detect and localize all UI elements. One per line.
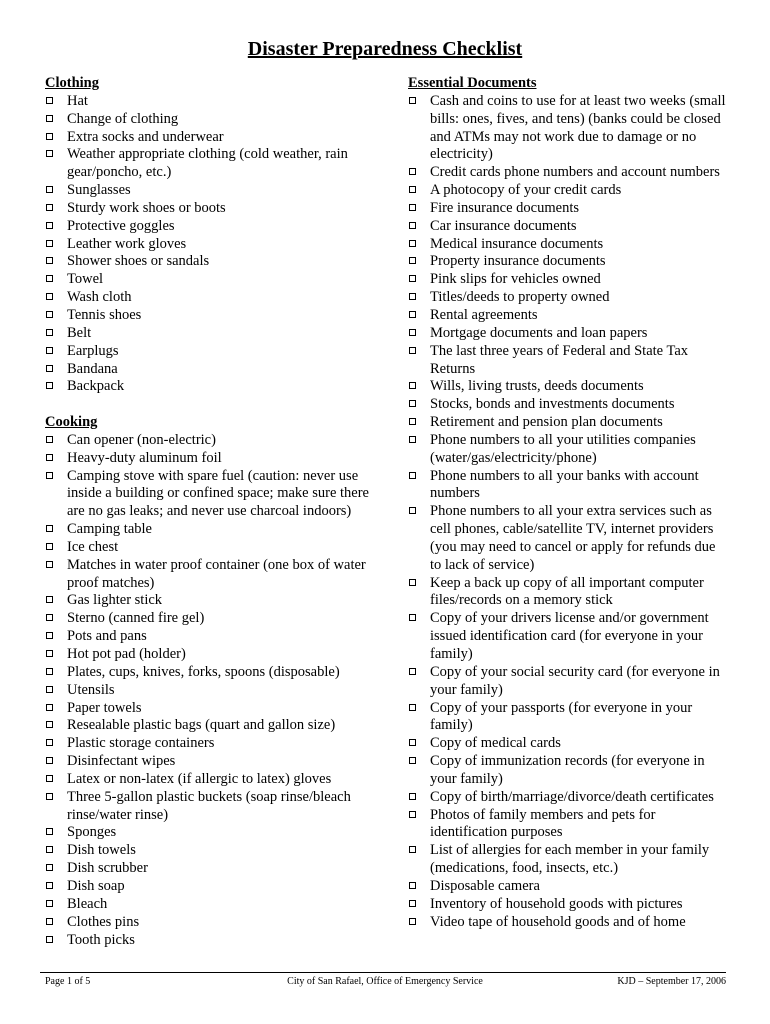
checklist-item xyxy=(45,378,385,396)
checklist-item-label: List of allergies for each member in your family (medications, food, insects, etc.) xyxy=(430,842,710,877)
clothing-checklist xyxy=(45,93,385,396)
checklist-item-label: Plates, cups, knives, forks, spoons (disposable) xyxy=(67,663,340,680)
checklist-item xyxy=(45,664,385,682)
checklist-item-label: Dish soap xyxy=(67,877,125,894)
checkbox-icon[interactable] xyxy=(409,222,416,229)
checklist-item-label: Stocks, bonds and investments documents xyxy=(430,396,675,413)
checklist-item xyxy=(408,396,726,414)
checkbox-icon[interactable] xyxy=(409,668,416,675)
checklist-item-label: Shower shoes or sandals xyxy=(67,253,210,270)
checklist-item xyxy=(45,717,385,735)
checklist-item xyxy=(45,789,385,825)
checkbox-icon[interactable] xyxy=(46,186,53,193)
footer-divider xyxy=(40,972,726,973)
checkbox-icon[interactable] xyxy=(46,97,53,104)
checklist-item-label: Towel xyxy=(67,271,104,288)
checklist-item xyxy=(45,450,385,468)
checklist-item-label: Bleach xyxy=(67,895,108,912)
checklist-item-label: Sturdy work shoes or boots xyxy=(67,199,226,216)
checklist-item-label: Clothes pins xyxy=(67,913,140,930)
checklist-item xyxy=(45,896,385,914)
checklist-item-label: Copy of medical cards xyxy=(430,735,561,752)
checklist-item xyxy=(45,129,385,147)
checklist-item xyxy=(45,343,385,361)
checkbox-icon[interactable] xyxy=(409,311,416,318)
checkbox-icon[interactable] xyxy=(46,240,53,247)
checklist-item-label: Phone numbers to all your extra services such as cell phones, cable/satellite TV, internet providers (you may need to cancel or apply for refunds due to lack of service) xyxy=(430,503,716,573)
checkbox-icon[interactable] xyxy=(46,739,53,746)
checklist-item-label: Mortgage documents and loan papers xyxy=(430,324,648,341)
checklist-item-label: Sunglasses xyxy=(67,182,131,199)
checklist-item-label: Matches in water proof container (one box of water proof matches) xyxy=(67,556,366,591)
checklist-item xyxy=(45,646,385,664)
checkbox-icon[interactable] xyxy=(409,793,416,800)
checklist-item xyxy=(408,842,726,878)
checkbox-icon[interactable] xyxy=(409,436,416,443)
checkbox-icon[interactable] xyxy=(46,347,53,354)
checkbox-icon[interactable] xyxy=(409,507,416,514)
checklist-item xyxy=(45,468,385,522)
checklist-item-label: Disinfectant wipes xyxy=(67,753,176,770)
checkbox-icon[interactable] xyxy=(409,846,416,853)
checklist-item-label: Credit cards phone numbers and account numbers xyxy=(430,164,720,181)
checklist-item-label: Dish scrubber xyxy=(67,860,148,877)
checklist-item-label: Phone numbers to all your utilities companies (water/gas/electricity/phone) xyxy=(430,431,696,466)
checklist-item xyxy=(45,914,385,932)
checklist-item-label: Property insurance documents xyxy=(430,253,606,270)
checkbox-icon[interactable] xyxy=(46,561,53,568)
checklist-item xyxy=(408,878,726,896)
checklist-item xyxy=(45,824,385,842)
checklist-item-label: Ice chest xyxy=(67,538,119,555)
checkbox-icon[interactable] xyxy=(409,882,416,889)
checkbox-icon[interactable] xyxy=(46,936,53,943)
checklist-item-label: Latex or non-latex (if allergic to latex) gloves xyxy=(67,770,332,787)
checklist-item xyxy=(45,682,385,700)
checkbox-icon[interactable] xyxy=(409,186,416,193)
checklist-item-label: Sterno (canned fire gel) xyxy=(67,610,205,627)
checkbox-icon[interactable] xyxy=(409,347,416,354)
page-title: Disaster Preparedness Checklist xyxy=(247,38,523,60)
checklist-item-label: Photos of family members and pets for identification purposes xyxy=(430,806,656,841)
checklist-item xyxy=(45,771,385,789)
checklist-item xyxy=(408,325,726,343)
checklist-item-label: Resealable plastic bags (quart and gallon size) xyxy=(67,717,336,734)
checklist-item-label: Tennis shoes xyxy=(67,306,142,323)
checklist-item xyxy=(408,789,726,807)
checkbox-icon[interactable] xyxy=(46,133,53,140)
checklist-item xyxy=(45,432,385,450)
checkbox-icon[interactable] xyxy=(409,240,416,247)
checkbox-icon[interactable] xyxy=(46,668,53,675)
checklist-item-label: Belt xyxy=(67,324,92,341)
checkbox-icon[interactable] xyxy=(409,382,416,389)
checklist-item-label: Bandana xyxy=(67,360,118,377)
checklist-item-label: Utensils xyxy=(67,681,115,698)
checklist-item xyxy=(45,557,385,593)
checklist-item-label: Inventory of household goods with pictures xyxy=(430,895,683,912)
checkbox-icon[interactable] xyxy=(46,793,53,800)
checklist-item xyxy=(408,735,726,753)
section-heading-cooking: Cooking xyxy=(45,414,98,431)
checkbox-icon[interactable] xyxy=(46,204,53,211)
checkbox-icon[interactable] xyxy=(409,329,416,336)
checkbox-icon[interactable] xyxy=(409,918,416,925)
checklist-item-label: Rental agreements xyxy=(430,306,538,323)
checklist-item-label: Titles/deeds to property owned xyxy=(430,289,610,306)
checkbox-icon[interactable] xyxy=(46,650,53,657)
checkbox-icon[interactable] xyxy=(46,275,53,282)
checklist-item xyxy=(408,289,726,307)
checklist-item-label: A photocopy of your credit cards xyxy=(430,182,622,199)
checkbox-icon[interactable] xyxy=(46,828,53,835)
checklist-item xyxy=(45,700,385,718)
checkbox-icon[interactable] xyxy=(46,757,53,764)
checklist-item xyxy=(408,807,726,843)
cooking-checklist xyxy=(45,432,385,949)
checklist-item xyxy=(408,503,726,574)
checklist-item xyxy=(408,414,726,432)
checkbox-icon[interactable] xyxy=(46,382,53,389)
checkbox-icon[interactable] xyxy=(46,436,53,443)
checkbox-icon[interactable] xyxy=(409,739,416,746)
checkbox-icon[interactable] xyxy=(409,418,416,425)
checklist-item-label: Can opener (non-electric) xyxy=(67,431,216,448)
checklist-item xyxy=(408,432,726,468)
checkbox-icon[interactable] xyxy=(46,596,53,603)
checklist-item-label: Phone numbers to all your banks with account numbers xyxy=(430,467,699,502)
checkbox-icon[interactable] xyxy=(46,329,53,336)
checklist-item xyxy=(45,111,385,129)
checklist-item-label: Wills, living trusts, deeds documents xyxy=(430,378,644,395)
checklist-item xyxy=(45,753,385,771)
checklist-item-label: Copy of your passports (for everyone in your family) xyxy=(430,699,693,734)
checkbox-icon[interactable] xyxy=(46,293,53,300)
checklist-item-label: Car insurance documents xyxy=(430,217,577,234)
checkbox-icon[interactable] xyxy=(46,150,53,157)
checkbox-icon[interactable] xyxy=(409,168,416,175)
checklist-item-label: Gas lighter stick xyxy=(67,592,163,609)
checkbox-icon[interactable] xyxy=(46,543,53,550)
checklist-item xyxy=(408,610,726,664)
checklist-item-label: Camping stove with spare fuel (caution: never use inside a building or confined space; make sure there are no gas leaks; and never use charcoal indoors) xyxy=(67,467,369,520)
checklist-item-label: Leather work gloves xyxy=(67,235,187,252)
checklist-item-label: Medical insurance documents xyxy=(430,235,604,252)
checklist-item xyxy=(45,253,385,271)
checklist-item-label: Disposable camera xyxy=(430,877,540,894)
checklist-item xyxy=(45,842,385,860)
checklist-item-label: Dish towels xyxy=(67,842,136,859)
checklist-item-label: Three 5-gallon plastic buckets (soap rinse/bleach rinse/water rinse) xyxy=(67,788,351,823)
checklist-item xyxy=(408,218,726,236)
checklist-item xyxy=(45,146,385,182)
checklist-item-label: Video tape of household goods and of home xyxy=(430,913,686,930)
checklist-item xyxy=(45,735,385,753)
checkbox-icon[interactable] xyxy=(46,775,53,782)
checkbox-icon[interactable] xyxy=(46,900,53,907)
checkbox-icon[interactable] xyxy=(46,704,53,711)
checkbox-icon[interactable] xyxy=(46,311,53,318)
checkbox-icon[interactable] xyxy=(46,614,53,621)
checklist-item xyxy=(45,325,385,343)
checklist-item xyxy=(45,878,385,896)
checkbox-icon[interactable] xyxy=(46,472,53,479)
checklist-item xyxy=(45,289,385,307)
checklist-item xyxy=(408,307,726,325)
checkbox-icon[interactable] xyxy=(409,97,416,104)
checklist-item-label: Hot pot pad (holder) xyxy=(67,646,186,662)
checklist-item-label: Pots and pans xyxy=(67,628,147,645)
checkbox-icon[interactable] xyxy=(46,525,53,532)
checklist-item-label: Plastic storage containers xyxy=(67,735,215,752)
checkbox-icon[interactable] xyxy=(409,704,416,711)
checkbox-icon[interactable] xyxy=(46,882,53,889)
checkbox-icon[interactable] xyxy=(409,400,416,407)
checkbox-icon[interactable] xyxy=(409,900,416,907)
checklist-item xyxy=(408,236,726,254)
checklist-item xyxy=(408,753,726,789)
checkbox-icon[interactable] xyxy=(46,918,53,925)
checklist-item-label: Retirement and pension plan documents xyxy=(430,414,663,431)
checklist-item-label: Heavy-duty aluminum foil xyxy=(67,449,222,466)
checklist-item xyxy=(408,93,726,164)
checklist-item xyxy=(408,575,726,611)
checkbox-icon[interactable] xyxy=(409,257,416,264)
checkbox-icon[interactable] xyxy=(409,293,416,300)
checkbox-icon[interactable] xyxy=(409,579,416,586)
checklist-item-label: Extra socks and underwear xyxy=(67,128,224,145)
checkbox-icon[interactable] xyxy=(46,454,53,461)
checkbox-icon[interactable] xyxy=(46,222,53,229)
checklist-item-label: Change of clothing xyxy=(67,110,179,127)
checklist-item xyxy=(45,628,385,646)
right-column xyxy=(408,75,726,932)
checklist-item xyxy=(45,200,385,218)
checklist-item-label: Tooth picks xyxy=(67,931,135,948)
checkbox-icon[interactable] xyxy=(46,864,53,871)
checkbox-icon[interactable] xyxy=(46,721,53,728)
checklist-item-label: Wash cloth xyxy=(67,289,132,306)
checklist-item xyxy=(45,539,385,557)
checklist-item-label: Fire insurance documents xyxy=(430,199,579,216)
checklist-item xyxy=(408,271,726,289)
checklist-item xyxy=(45,860,385,878)
checklist-item-label: Protective goggles xyxy=(67,217,175,234)
checklist-item xyxy=(45,182,385,200)
checklist-item xyxy=(45,521,385,539)
checkbox-icon[interactable] xyxy=(409,811,416,818)
checkbox-icon[interactable] xyxy=(46,686,53,693)
footer-author-date: KJD – September 17, 2006 xyxy=(617,976,726,987)
documents-checklist xyxy=(408,93,726,932)
checklist-item-label: Earplugs xyxy=(67,342,119,359)
checklist-item xyxy=(45,307,385,325)
checklist-item xyxy=(45,610,385,628)
section-heading-clothing: Clothing xyxy=(45,75,99,91)
footer-organization: City of San Rafael, Office of Emergency Service xyxy=(287,976,483,987)
checklist-item xyxy=(45,592,385,610)
checkbox-icon[interactable] xyxy=(409,204,416,211)
checkbox-icon[interactable] xyxy=(46,632,53,639)
checklist-item-label: Copy of birth/marriage/divorce/death certificates xyxy=(430,788,714,805)
checkbox-icon[interactable] xyxy=(409,275,416,282)
checklist-item xyxy=(45,218,385,236)
checklist-item-label: Copy of immunization records (for everyone in your family) xyxy=(430,753,705,787)
checklist-item xyxy=(408,182,726,200)
checklist-item-label: Copy of your social security card (for everyone in your family) xyxy=(430,663,720,698)
checklist-item-label: Backpack xyxy=(67,378,125,395)
left-column xyxy=(45,75,385,949)
checkbox-icon[interactable] xyxy=(409,472,416,479)
checklist-item xyxy=(408,914,726,932)
checklist-item-label: Weather appropriate clothing (cold weather, rain gear/poncho, etc.) xyxy=(67,146,348,181)
checklist-item xyxy=(408,343,726,379)
checkbox-icon[interactable] xyxy=(46,115,53,122)
section-heading-documents: Essential Documents xyxy=(408,75,537,91)
checkbox-icon[interactable] xyxy=(46,846,53,853)
checklist-item-label: The last three years of Federal and State Tax Returns xyxy=(430,342,689,377)
checklist-item xyxy=(408,896,726,914)
checklist-item xyxy=(408,700,726,736)
checklist-item xyxy=(408,468,726,504)
checkbox-icon[interactable] xyxy=(46,365,53,372)
checklist-item-label: Sponges xyxy=(67,824,117,841)
checkbox-icon[interactable] xyxy=(409,757,416,764)
checkbox-icon[interactable] xyxy=(46,257,53,264)
checkbox-icon[interactable] xyxy=(409,614,416,621)
checklist-item-label: Camping table xyxy=(67,521,152,538)
checklist-item xyxy=(45,93,385,111)
checklist-item-label: Cash and coins to use for at least two weeks (small bills: ones, fives, and tens) (banks could be closed and ATMs may not work due to damage or no electricity) xyxy=(430,92,726,163)
checklist-item-label: Hat xyxy=(67,92,88,109)
checklist-item xyxy=(408,378,726,396)
footer-page-number: Page 1 of 5 xyxy=(45,976,91,987)
checklist-item xyxy=(45,271,385,289)
checklist-item xyxy=(45,932,385,950)
checklist-item-label: Paper towels xyxy=(67,699,142,716)
checklist-item xyxy=(408,253,726,271)
checklist-item xyxy=(45,361,385,379)
checklist-item-label: Copy of your drivers license and/or government issued identification card (for everyone in your family) xyxy=(430,610,709,662)
checklist-item xyxy=(408,664,726,700)
checklist-item xyxy=(408,164,726,182)
checklist-item xyxy=(408,200,726,218)
checklist-item-label: Keep a back up copy of all important computer files/records on a memory stick xyxy=(430,574,704,609)
checklist-item xyxy=(45,236,385,254)
checklist-item-label: Pink slips for vehicles owned xyxy=(430,271,601,288)
